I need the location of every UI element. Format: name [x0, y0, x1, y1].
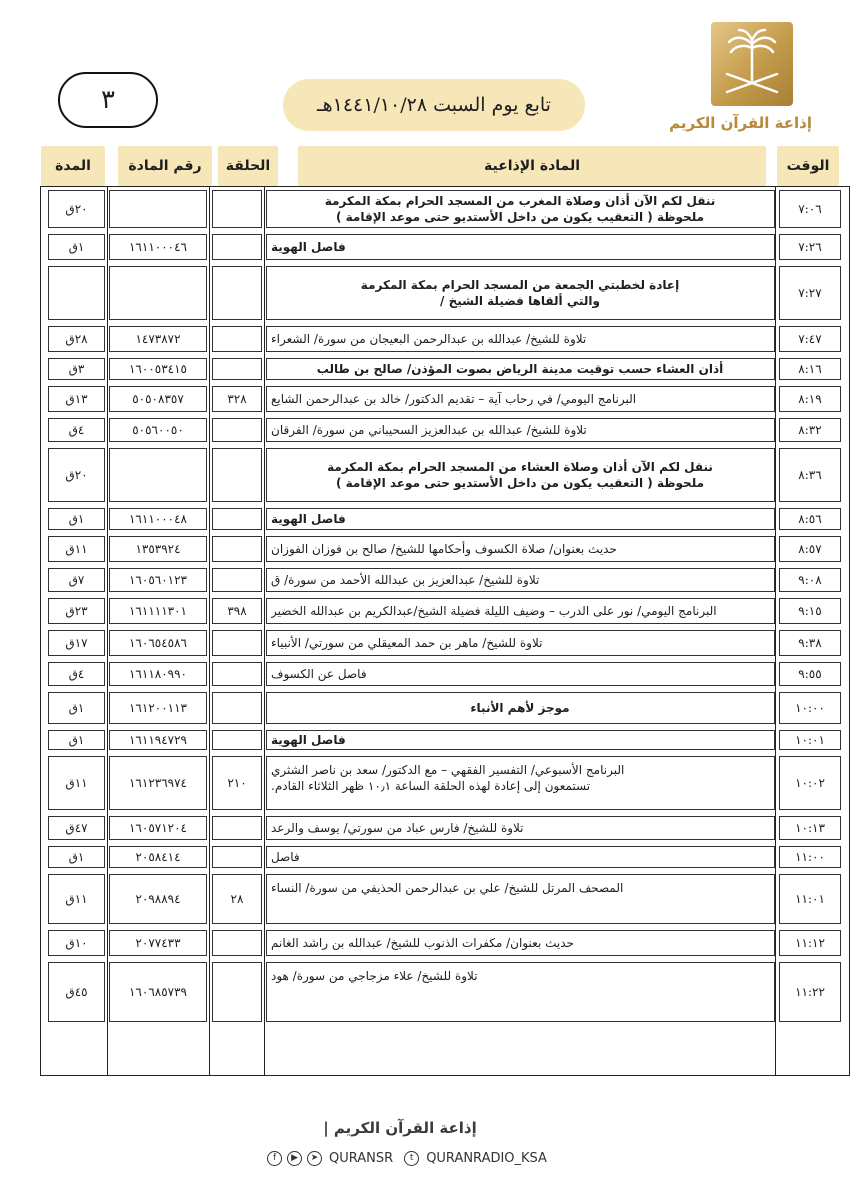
material-line: ملحوظة ( التعقيب يكون من داخل الأستديو حتى موعد الإقامة ): [335, 210, 705, 224]
cell-episode: ٢٨: [230, 892, 244, 906]
cell-code: ٢٠٩٨٨٩٤: [135, 892, 181, 906]
cell-episode: [212, 418, 262, 442]
cell-duration: ١ق: [68, 850, 85, 864]
cell-episode: [212, 266, 262, 320]
cell-time: ٩:٣٨: [798, 636, 822, 650]
cell-episode: [212, 508, 262, 530]
material-line: إعادة لخطبتي الجمعة من المسجد الحرام بمكة المكرمة: [360, 277, 680, 292]
cell-duration: ١ق: [68, 240, 85, 254]
cell-episode: [212, 536, 262, 562]
cell-material: [271, 358, 769, 380]
cell-duration: ١٧ق: [65, 636, 88, 650]
cell-duration: ٣ق: [68, 362, 85, 376]
cell-time: ٨:٥٦: [798, 512, 822, 526]
cell-code: [109, 448, 207, 502]
cell-episode: [212, 190, 262, 228]
material-line: ننقل لكم الآن أذان وصلاة العشاء من المسجد الحرام بمكة المكرمة: [327, 459, 713, 474]
table-row: [41, 263, 849, 323]
material-line: تلاوة للشيخ/ عبدالله بن عبدالرحمن البعيجان من سورة/ الشعراء: [271, 331, 587, 346]
material-line: البرنامج الأسبوعي/ التفسير الفقهي – مع الدكتور/ سعد بن ناصر الشثري: [271, 763, 625, 777]
cell-episode: [212, 662, 262, 686]
material-line: ننقل لكم الآن أذان وصلاة المغرب من المسجد الحرام بمكة المكرمة: [324, 193, 716, 208]
schedule-table: [40, 186, 850, 1076]
cell-code: ١٦١٢٣٦٩٧٤: [128, 776, 187, 790]
cell-time: ٧:٤٧: [798, 332, 822, 346]
cell-time: ٧:٢٦: [798, 240, 822, 254]
cell-code: ١٦٠٦٥٤٥٨٦: [128, 636, 187, 650]
cell-time: ٩:٥٥: [798, 667, 822, 681]
cell-duration: ١١ق: [65, 892, 88, 906]
table-row: [41, 959, 849, 1025]
cell-code: [109, 266, 207, 320]
cell-episode: ٣٩٨: [227, 604, 247, 618]
table-row: [41, 843, 849, 871]
cell-duration: ١٣ق: [65, 392, 88, 406]
cell-time: ٨:٣٢: [798, 423, 822, 437]
column-header-episode: الحلقة: [218, 146, 278, 186]
cell-material: [271, 816, 769, 840]
logo-text: إذاعة القرآن الكريم: [669, 114, 812, 132]
cell-material: [271, 756, 769, 810]
material-line: فاصل الهوية: [271, 239, 346, 254]
cell-time: ١٠:٠١: [795, 733, 825, 747]
telegram-icon[interactable]: ➤: [307, 1151, 322, 1166]
cell-code: ٢٠٥٨٤١٤: [135, 850, 181, 864]
material-line: فاصل الهوية: [271, 511, 346, 526]
table-row: [41, 727, 849, 753]
cell-time: ١١:٠٠: [795, 850, 825, 864]
table-row: [41, 595, 849, 627]
page-number: ٣: [58, 72, 158, 128]
column-header-duration: المدة: [41, 146, 105, 186]
cell-duration: ٤٧ق: [65, 821, 88, 835]
material-line: تلاوة للشيخ/ عبدالله بن عبدالعزيز السحيباني من سورة/ الفرقان: [271, 422, 587, 437]
material-line: ملحوظة ( التعقيب يكون من داخل الأستديو حتى موعد الإقامة ): [335, 476, 705, 490]
cell-code: ١٦١١٨٠٩٩٠: [128, 667, 187, 681]
cell-time: ١١:٠١: [795, 892, 825, 906]
material-line: حديث بعنوان/ صلاة الكسوف وأحكامها للشيخ/ صالح بن فوزان الفوزان: [271, 541, 617, 556]
table-row: [41, 415, 849, 445]
facebook-icon[interactable]: f: [267, 1151, 282, 1166]
table-row: [41, 659, 849, 689]
cell-duration: ٤٥ق: [65, 985, 88, 999]
table-row: [41, 187, 849, 231]
cell-material: [271, 846, 769, 868]
footer-brand: إذاعة القرآن الكريم |: [323, 1119, 477, 1137]
cell-episode: [212, 234, 262, 260]
cell-material: [271, 874, 769, 924]
cell-material: [271, 962, 769, 1022]
cell-material: [271, 598, 769, 624]
table-row: [41, 565, 849, 595]
cell-code: ١٦٠٥٧١٢٠٤: [128, 821, 187, 835]
cell-duration: ١٠ق: [65, 936, 88, 950]
cell-code: [109, 190, 207, 228]
material-line: البرنامج اليومي/ في رحاب آية – تقديم الدكتور/ خالد بن عبدالرحمن الشايع: [271, 391, 637, 406]
cell-code: ٥٠٥٠٨٣٥٧: [132, 392, 184, 406]
table-row: [41, 383, 849, 415]
material-line: أذان العشاء حسب توقيت مدينة الرياض بصوت المؤذن/ صالح بن طالب: [316, 361, 724, 376]
radio-logo: [669, 22, 812, 140]
cell-material: [271, 234, 769, 260]
cell-time: ١٠:٠٢: [795, 776, 825, 790]
cell-material: [271, 568, 769, 592]
table-row: [41, 871, 849, 927]
cell-code: ١٦١١٠٠٠٤٦: [128, 240, 187, 254]
cell-duration: ٤ق: [68, 423, 85, 437]
cell-code: ٢٠٧٧٤٣٣: [135, 936, 181, 950]
cell-time: ١١:١٢: [795, 936, 825, 950]
cell-material: [271, 190, 769, 228]
table-row: [41, 355, 849, 383]
table-row: [41, 505, 849, 533]
cell-duration: ٧ق: [68, 573, 85, 587]
cell-duration: ١١ق: [65, 776, 88, 790]
table-row: [41, 231, 849, 263]
material-line: فاصل: [271, 849, 300, 864]
material-line: تلاوة للشيخ/ ماهر بن حمد المعيقلي من سورتي/ الأنبياء: [271, 635, 543, 650]
cell-duration: ١١ق: [65, 542, 88, 556]
social-links: [250, 1147, 570, 1169]
cell-episode: ٣٢٨: [227, 392, 247, 406]
cell-duration: ٢٠ق: [65, 202, 88, 216]
cell-episode: [212, 692, 262, 724]
cell-duration: ١ق: [68, 701, 85, 715]
cell-time: ٩:٠٨: [798, 573, 822, 587]
cell-duration: ٢٨ق: [65, 332, 88, 346]
cell-time: ١٠:١٣: [795, 821, 825, 835]
youtube-icon[interactable]: ▶: [287, 1151, 302, 1166]
material-line: حديث بعنوان/ مكفرات الذنوب للشيخ/ عبدالله بن راشد الغانم: [271, 935, 574, 950]
cell-material: [271, 418, 769, 442]
material-line: موجز لأهم الأنباء: [470, 700, 570, 715]
cell-code: ١٤٧٣٨٧٢: [135, 332, 181, 346]
material-line: البرنامج اليومي/ نور على الدرب – وضيف الليلة فضيلة الشيخ/عبدالكريم بن عبدالله الخضير: [271, 603, 717, 618]
cell-episode: ٢١٠: [227, 776, 247, 790]
cell-code: ١٦١١٠٠٠٤٨: [128, 512, 187, 526]
cell-material: [271, 448, 769, 502]
cell-duration: ١ق: [68, 512, 85, 526]
cell-material: [271, 266, 769, 320]
table-row: [41, 445, 849, 505]
cell-episode: [212, 326, 262, 352]
day-title: تابع يوم السبت ١٤٤١/١٠/٢٨هـ: [283, 79, 585, 131]
material-line: فاصل عن الكسوف: [271, 666, 367, 681]
cell-material: [271, 692, 769, 724]
material-line: تلاوة للشيخ/ فارس عباد من سورتي/ يوسف والرعد: [271, 820, 524, 835]
cell-material: [271, 508, 769, 530]
column-header-time: الوقت: [777, 146, 839, 186]
cell-time: ٨:١٦: [798, 362, 822, 376]
cell-episode: [212, 730, 262, 750]
cell-duration: ١ق: [68, 733, 85, 747]
material-line: تلاوة للشيخ/ عبدالعزيز بن عبدالله الأحمد من سورة/ ق: [271, 572, 540, 587]
social-handle-1[interactable]: QURANSR: [329, 1150, 394, 1166]
cell-time: ٨:٥٧: [798, 542, 822, 556]
material-line: تستمعون إلى إعادة لهذه الحلقة الساعة ١٠٫١ ظهر الثلاثاء القادم.: [271, 779, 591, 794]
table-row: [41, 627, 849, 659]
cell-material: [271, 930, 769, 956]
table-row: [41, 927, 849, 959]
cell-time: ٨:١٩: [798, 392, 822, 406]
column-header-material: المادة الإذاعية: [298, 146, 766, 186]
table-row: [41, 753, 849, 813]
cell-code: ١٦١٢٠٠١١٣: [128, 701, 187, 715]
material-line: والتي ألقاها فضيلة الشيخ /: [440, 294, 600, 308]
cell-episode: [212, 448, 262, 502]
cell-code: ١٦٠٠٥٣٤١٥: [128, 362, 187, 376]
cell-duration: ٤ق: [68, 667, 85, 681]
cell-material: [271, 730, 769, 750]
cell-code: ١٦١١٩٤٧٢٩: [128, 733, 187, 747]
cell-time: ٧:٢٧: [798, 286, 822, 300]
cell-time: ١٠:٠٠: [795, 701, 825, 715]
cell-code: ١٣٥٣٩٢٤: [135, 542, 181, 556]
cell-code: ١٦٠٦٨٥٧٣٩: [128, 985, 187, 999]
twitter-icon[interactable]: t: [404, 1151, 419, 1166]
cell-material: [271, 326, 769, 352]
material-line: فاصل الهوية: [271, 732, 346, 747]
cell-episode: [212, 846, 262, 868]
social-handle-2[interactable]: QURANRADIO_KSA: [426, 1150, 547, 1166]
table-row: [41, 813, 849, 843]
table-row: [41, 533, 849, 565]
cell-episode: [212, 962, 262, 1022]
cell-code: ٥٠٥٦٠٠٥٠: [132, 423, 184, 437]
cell-episode: [212, 568, 262, 592]
cell-time: ٩:١٥: [798, 604, 822, 618]
table-row: [41, 689, 849, 727]
cell-time: ٧:٠٦: [798, 202, 822, 216]
cell-duration: [48, 266, 105, 320]
cell-code: ١٦٠٥٦٠١٢٣: [128, 573, 187, 587]
cell-episode: [212, 630, 262, 656]
cell-duration: ٢٣ق: [65, 604, 88, 618]
cell-material: [271, 536, 769, 562]
material-line: تلاوة للشيخ/ علاء مزجاجي من سورة/ هود: [271, 969, 478, 983]
cell-time: ٨:٣٦: [798, 468, 822, 482]
cell-material: [271, 630, 769, 656]
column-header-code: رقم المادة: [118, 146, 212, 186]
cell-duration: ٢٠ق: [65, 468, 88, 482]
cell-episode: [212, 930, 262, 956]
cell-episode: [212, 816, 262, 840]
table-row: [41, 323, 849, 355]
cell-material: [271, 662, 769, 686]
cell-episode: [212, 358, 262, 380]
material-line: المصحف المرتل للشيخ/ علي بن عبدالرحمن الحذيفي من سورة/ النساء: [271, 881, 624, 895]
cell-material: [271, 386, 769, 412]
palm-swords-emblem-icon: [711, 22, 793, 106]
cell-code: ١٦١١١١٣٠١: [128, 604, 187, 618]
cell-time: ١١:٢٢: [795, 985, 825, 999]
